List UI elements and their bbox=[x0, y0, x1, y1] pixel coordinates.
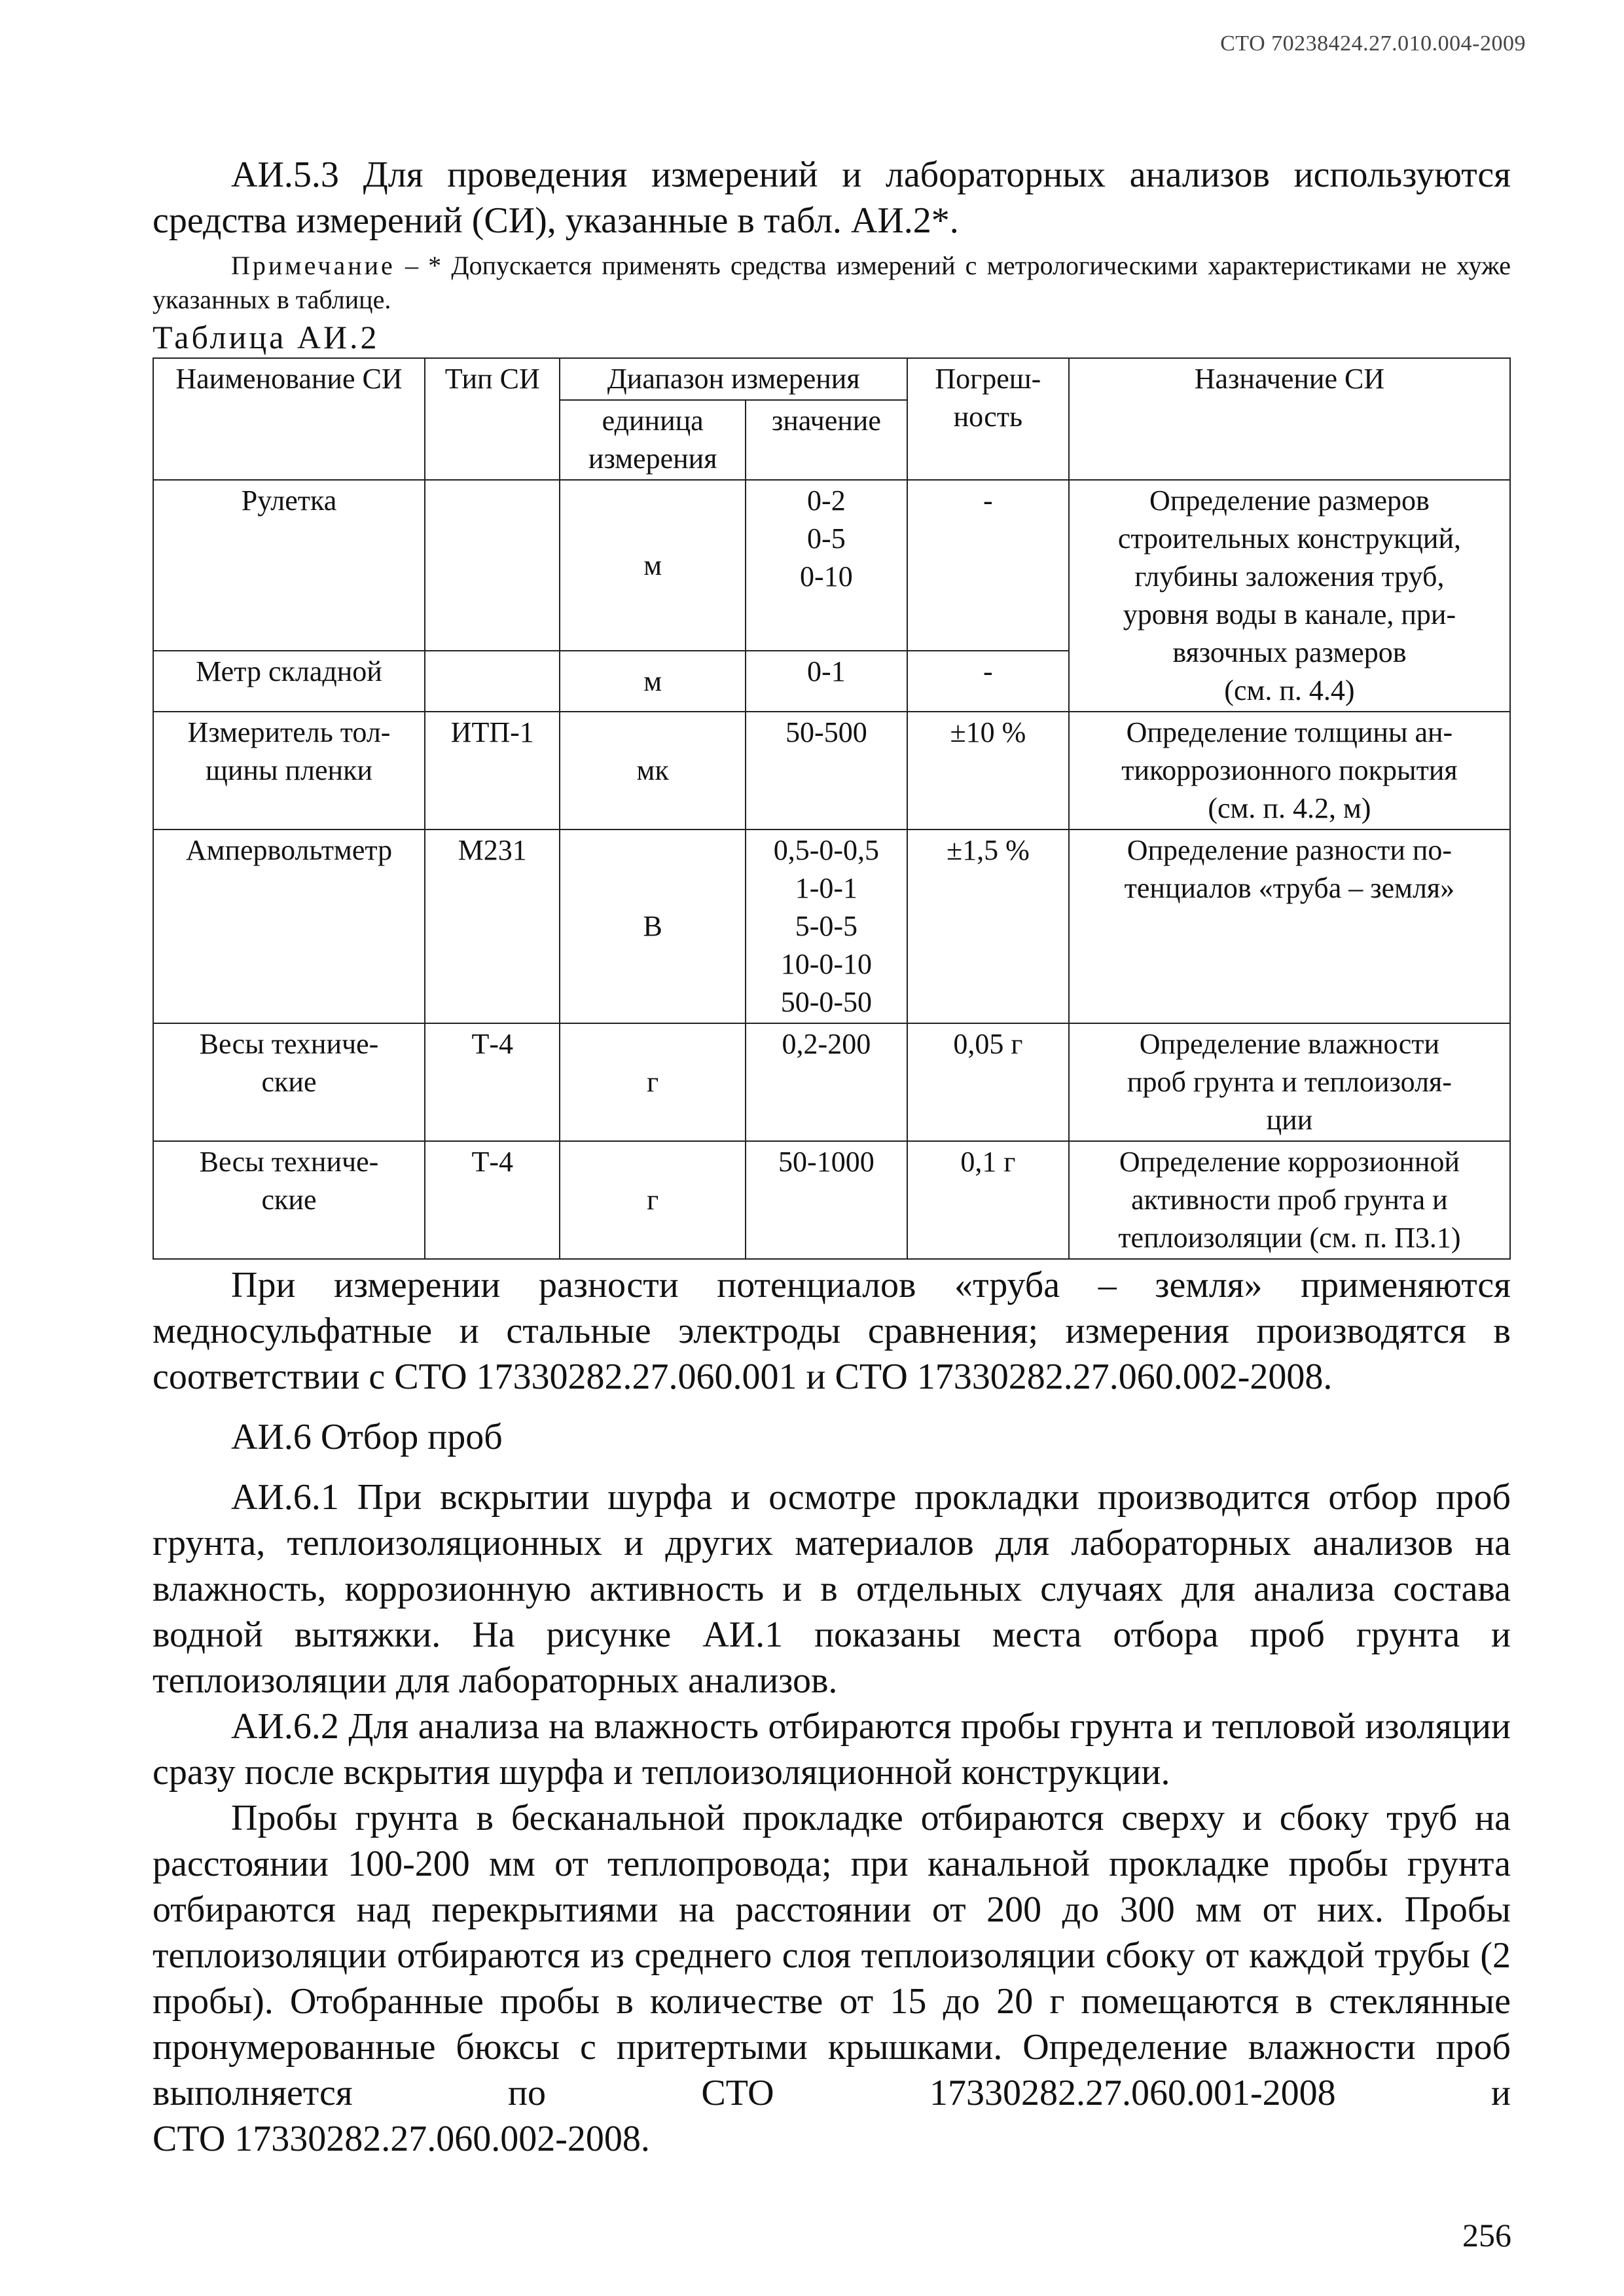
document-code: СТО 70238424.27.010.004-2009 bbox=[1220, 31, 1526, 56]
cell-error: 0,1 г bbox=[907, 1141, 1069, 1259]
cell-value: 50-1000 bbox=[746, 1141, 907, 1259]
table-row bbox=[153, 712, 1510, 829]
paragraph-6-1: АИ.6.1 При вскрытии шурфа и осмотре прокладки производится отбор проб грунта, теплоизоляционных и других материалов для лабораторных анализов на влажность, коррозионную активность и в отдельных случаях для анализа состава водной вытяжки. На рисунке АИ.1 показаны места отбора проб грунта и теплоизоляции для лабораторных анализов. bbox=[153, 1477, 1511, 1701]
cell-unit: мк bbox=[560, 712, 745, 829]
table-row bbox=[153, 480, 1510, 651]
table-row bbox=[153, 829, 1510, 1023]
cell-error: - bbox=[907, 651, 1069, 712]
cell-purpose: Определение влажности проб грунта и теплоизоля- ции bbox=[1069, 1023, 1510, 1141]
cell-name: Ампервольтметр bbox=[153, 829, 425, 1023]
cell-name: Метр складной bbox=[153, 651, 425, 712]
paragraph-after-table: При измерении разности потенциалов «труба – земля» применяются медносульфатные и стальные электроды сравнения; измерения производятся в соответствии с СТО 17330282.27.060.001 и СТО 17330282.27.060.002-2008. bbox=[153, 1265, 1511, 1397]
cell-type bbox=[425, 651, 560, 712]
cell-value: 0,5-0-0,5 1-0-1 5-0-5 10-0-10 50-0-50 bbox=[746, 829, 907, 1023]
cell-name: Весы техниче- ские bbox=[153, 1141, 425, 1259]
cell-value: 0,2-200 bbox=[746, 1023, 907, 1141]
table-row bbox=[153, 1023, 1510, 1141]
cell-value: 50-500 bbox=[746, 712, 907, 829]
page-content bbox=[153, 152, 1511, 2162]
cell-unit: г bbox=[560, 1141, 745, 1259]
page-number: 256 bbox=[1462, 2217, 1511, 2253]
cell-purpose: Определение коррозионной активности проб грунта и теплоизоляции (см. п. П3.1) bbox=[1069, 1141, 1510, 1259]
table-row bbox=[153, 1141, 1510, 1259]
cell-type: Т-4 bbox=[425, 1141, 560, 1259]
header-type: Тип СИ bbox=[425, 358, 560, 480]
section-6-heading: АИ.6 Отбор проб bbox=[231, 1417, 503, 1457]
cell-name: Рулетка bbox=[153, 480, 425, 651]
header-range: Диапазон измерения bbox=[560, 358, 907, 400]
cell-type: ИТП-1 bbox=[425, 712, 560, 829]
paragraph-6-2: АИ.6.2 Для анализа на влажность отбираются пробы грунта и тепловой изоляции сразу после вскрытия шурфа и теплоизоляционной конструкции. bbox=[153, 1706, 1511, 1793]
cell-error: - bbox=[907, 480, 1069, 651]
cell-value: 0-1 bbox=[746, 651, 907, 712]
cell-error: 0,05 г bbox=[907, 1023, 1069, 1141]
cell-purpose-shared: Определение размеров строительных конструкций, глубины заложения труб, уровня воды в канале, при- вязочных размеров (см. п. 4.4) bbox=[1069, 480, 1510, 712]
paragraph-samples-end: СТО 17330282.27.060.002-2008. bbox=[153, 2119, 650, 2159]
cell-purpose: Определение разности по- тенциалов «труба – земля» bbox=[1069, 829, 1510, 1023]
header-purpose: Назначение СИ bbox=[1069, 358, 1510, 480]
cell-unit: г bbox=[560, 1023, 745, 1141]
cell-unit: м bbox=[560, 480, 745, 651]
cell-name: Измеритель тол- щины пленки bbox=[153, 712, 425, 829]
table-note bbox=[153, 249, 1511, 317]
cell-unit: м bbox=[560, 651, 745, 712]
note-label: Примечание bbox=[231, 251, 395, 280]
table-caption: Таблица АИ.2 bbox=[153, 319, 380, 355]
header-value: значение bbox=[746, 400, 907, 480]
cell-type: Т-4 bbox=[425, 1023, 560, 1141]
cell-type: М231 bbox=[425, 829, 560, 1023]
note-text: – * Допускается применять средства измерений с метрологическими характеристиками не хуже указанных в таблице. bbox=[153, 251, 1511, 314]
cell-value: 0-2 0-5 0-10 bbox=[746, 480, 907, 651]
header-name: Наименование СИ bbox=[153, 358, 425, 480]
cell-unit: В bbox=[560, 829, 745, 1023]
header-error: Погреш- ность bbox=[907, 358, 1069, 480]
cell-name: Весы техниче- ские bbox=[153, 1023, 425, 1141]
cell-error: ±1,5 % bbox=[907, 829, 1069, 1023]
cell-purpose: Определение толщины ан- тикоррозионного покрытия (см. п. 4.2, м) bbox=[1069, 712, 1510, 829]
paragraph-samples: Пробы грунта в бесканальной прокладке отбираются сверху и сбоку труб на расстоянии 100-200 мм от теплопровода; при канальной прокладке пробы грунта отбираются над перекрытиями на расстоянии от 200 до 300 мм от них. Пробы теплоизоляции отбираются из среднего слоя теплоизоляции сбоку от каждой трубы (2 пробы). Отобранные пробы в количестве от 15 до 20 г помещаются в стеклянные пронумерованные бюксы с притертыми крышками. Определение влажности проб выполняется по СТО 17330282.27.060.001-2008 и bbox=[153, 1798, 1511, 2113]
paragraph-5-3: АИ.5.3 Для проведения измерений и лабораторных анализов используются средства измерений (СИ), указанные в табл. АИ.2*. bbox=[153, 155, 1511, 241]
cell-error: ±10 % bbox=[907, 712, 1069, 829]
measurement-instruments-table bbox=[153, 357, 1511, 1260]
header-unit: единица измерения bbox=[560, 400, 745, 480]
cell-type bbox=[425, 480, 560, 651]
